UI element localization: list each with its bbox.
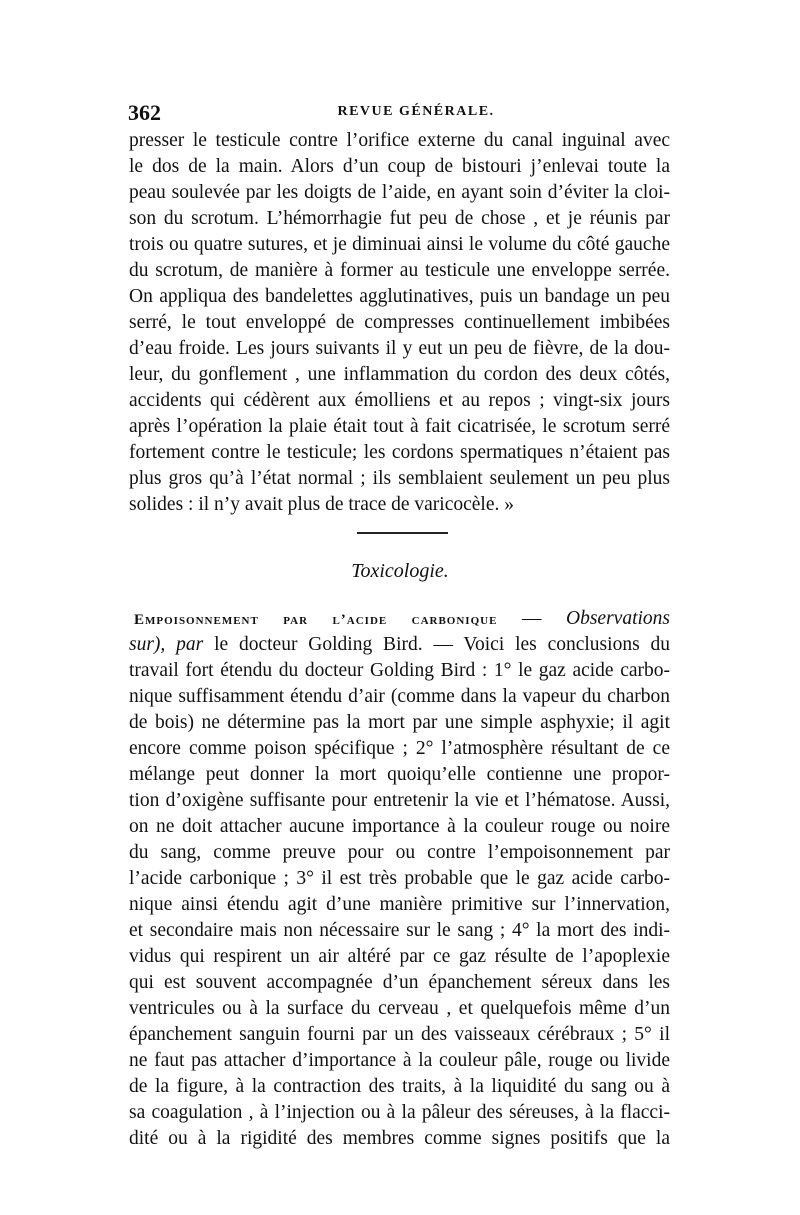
paragraph-1-line: presser le testicule contre l’orifice externe du canal inguinal avec [129, 130, 670, 151]
article-line: de bois) ne détermine pas la mort par une simple asphyxie; il agit [129, 712, 670, 733]
article-line: épanchement sanguin fourni par un des vaisseaux cérébraux ; 5° il [129, 1024, 670, 1045]
article-line: on ne doit attacher aucune importance à la couleur rouge ou noire [129, 816, 670, 837]
article-line: ventricules ou à la surface du cerveau , et quelquefois même d’un [129, 998, 670, 1019]
paragraph-1-line: son du scrotum. L’hémorrhagie fut peu de chose , et je réunis par [129, 208, 670, 229]
paragraph-1-line: On appliqua des bandelettes agglutinatives, puis un bandage un peu [129, 286, 670, 307]
paragraph-1-line: solides : il n’y avait plus de trace de varicocèle. » [129, 494, 514, 515]
article-line: l’acide carbonique ; 3° il est très probable que le gaz acide carbo- [129, 868, 670, 889]
paragraph-1-line: d’eau froide. Les jours suivants il y eut un peu de fièvre, de la dou- [129, 338, 670, 359]
page-number: 362 [128, 100, 161, 125]
article-line: encore comme poison spécifique ; 2° l’atmosphère résultant de ce [129, 738, 670, 759]
paragraph-1-line: fortement contre le testicule; les cordons spermatiques n’étaient pas [129, 442, 670, 463]
paragraph-1-line: après l’opération la plaie était tout à fait cicatrisée, le scrotum serré [129, 416, 670, 437]
paragraph-1-line: serré, le tout enveloppé de compresses continuellement imbibées [129, 312, 670, 333]
running-head [128, 100, 670, 128]
paragraph-1-line: le dos de la main. Alors d’un coup de bistouri j’enlevai toute la [129, 156, 670, 177]
article-line: ne faut pas attacher d’importance à la couleur pâle, rouge ou livide [129, 1050, 670, 1071]
article-heading-dash: — [497, 608, 567, 629]
article-heading-caps: Empoisonnement par l’acide carbonique [134, 612, 498, 628]
article-line: dité ou à la rigidité des membres comme signes positifs que la [129, 1128, 670, 1149]
article-byline-line [129, 632, 670, 658]
paragraph-1-line: trois ou quatre sutures, et je diminuai ainsi le volume du côté gauche [129, 234, 670, 255]
article-line: qui est souvent accompagnée d’un épanchement séreux dans les [129, 972, 670, 993]
article-line: et secondaire mais non nécessaire sur le sang ; 4° la mort des indi- [129, 920, 670, 941]
article-line: nique ainsi étendu agit d’une manière primitive sur l’innervation, [129, 894, 670, 915]
paragraph-1-line: du scrotum, de manière à former au testicule une enveloppe serrée. [129, 260, 670, 281]
article-line: de la figure, à la contraction des traits, à la liquidité du sang ou à [129, 1076, 670, 1097]
article-line: travail fort étendu du docteur Golding Bird : 1° le gaz acide carbo- [129, 660, 670, 681]
paragraph-1-line: peau soulevée par les doigts de l’aide, en ayant soin d’éviter la cloi- [129, 182, 670, 203]
paragraph-1-line: leur, du gonflement , une inflammation du cordon des deux côtés, [129, 364, 670, 385]
article-heading-italic: Observations [566, 608, 671, 629]
paragraph-1-line: plus gros qu’à l’état normal ; ils semblaient seulement un peu plus [129, 468, 670, 489]
article-line: vidus qui respirent un air altéré par ce gaz résulte de l’apoplexie [129, 946, 670, 967]
article-byline-italic: sur), par [129, 634, 204, 655]
article-heading-line [134, 606, 670, 632]
article-line: nique suffisamment étendu d’air (comme dans la vapeur du charbon [129, 686, 670, 707]
article-line: sa coagulation , à l’injection ou à la pâleur des séreuses, à la flacci- [129, 1102, 670, 1123]
article-line: du sang, comme preuve pour ou contre l’empoisonnement par [129, 842, 670, 863]
paragraph-1-line: accidents qui cédèrent aux émolliens et au repos ; vingt-six jours [129, 390, 670, 411]
article-byline-rest: le docteur Golding Bird. — Voici les conclusions du [203, 634, 670, 655]
running-title: REVUE GÉNÉRALE. [337, 104, 495, 119]
article-line: mélange peut donner la mort quoiqu’elle contienne une propor- [129, 764, 670, 785]
article-line: tion d’oxigène suffisante pour entretenir la vie et l’hématose. Aussi, [129, 790, 670, 811]
section-title: Toxicologie. [351, 560, 449, 582]
section-divider [357, 532, 448, 534]
